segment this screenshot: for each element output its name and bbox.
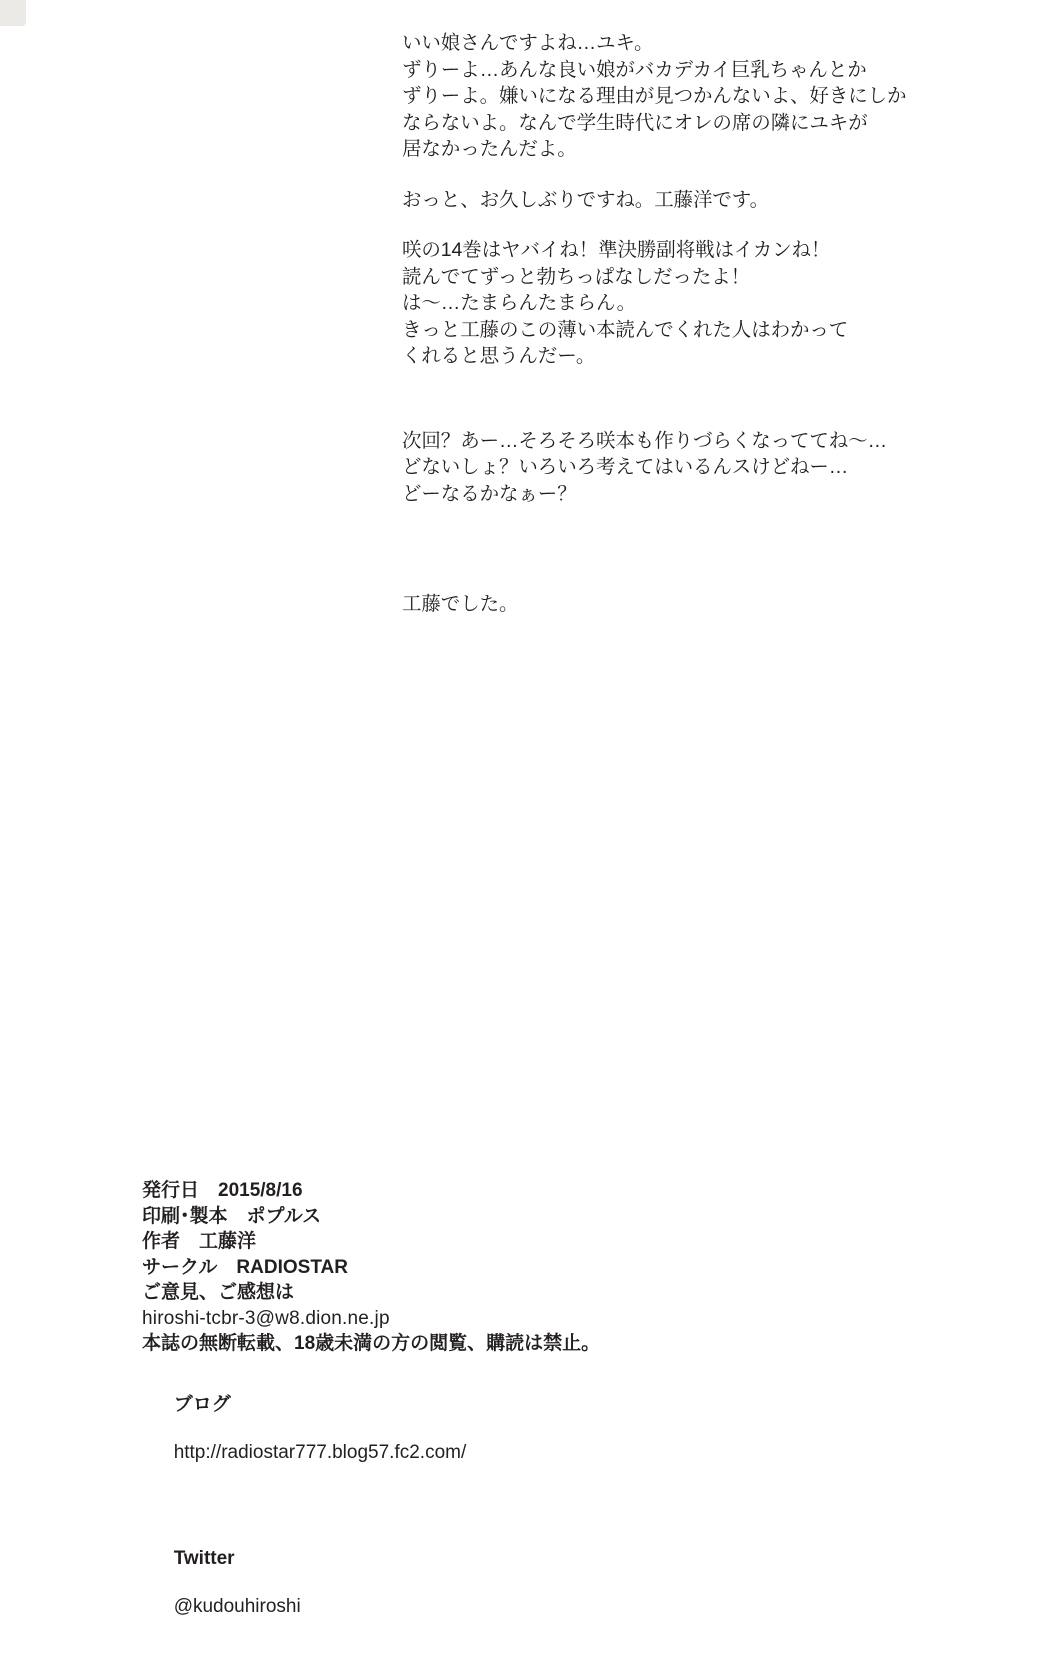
afterword-line: ずりーよ…あんな良い娘がバカデカイ巨乳ちゃんとか <box>402 58 867 81</box>
afterword-line: ずりーよ。嫌いになる理由が見つかんないよ、好きにしか <box>402 85 907 107</box>
blog-label: ブログ <box>173 1394 231 1415</box>
spacer <box>402 531 1002 591</box>
twitter-label: Twitter <box>173 1548 235 1569</box>
twitter-handle[interactable]: @kudouhiroshi <box>173 1596 301 1617</box>
colophon-author: 作者 工藤洋 <box>142 1231 257 1252</box>
colophon-printing: 印刷･製本 ポプルス <box>142 1205 322 1227</box>
colophon-email: hiroshi-tcbr-3@w8.dion.ne.jp <box>142 1307 390 1329</box>
afterword-line: どーなるかなぁー？ <box>402 482 577 505</box>
afterword-line: きっと工藤のこの薄い本読んでくれた人はわかって <box>402 318 849 341</box>
colophon-publish-date: 発行日 2015/8/16 <box>142 1180 303 1201</box>
afterword-paragraph-4 <box>402 428 1002 508</box>
afterword-line: どないしょ？いろいろ考えてはいるんスけどねー… <box>402 456 849 478</box>
colophon <box>142 1178 902 1357</box>
afterword-line: くれると思うんだー。 <box>402 345 596 367</box>
colophon-notice: 本誌の無断転載、18歳未満の方の閲覧、購読は禁止。 <box>142 1333 601 1354</box>
afterword-line: 工藤でした。 <box>402 593 519 615</box>
afterword-line: いい娘さんですよね…ユキ。 <box>402 32 654 54</box>
afterword-line: 読んでてずっと勃ちっぱなしだったよ！ <box>402 265 751 288</box>
colophon-circle: サークル RADIOSTAR <box>142 1256 348 1278</box>
afterword-signoff <box>402 591 1002 618</box>
afterword-paragraph-2 <box>402 187 1002 214</box>
afterword-paragraph-1 <box>402 30 1002 163</box>
afterword-line: 居なかったんだよ。 <box>402 138 577 160</box>
afterword-paragraph-3 <box>402 237 1002 370</box>
afterword-line: 咲の14巻はヤバイね！準決勝副将戦はイカンね！ <box>402 239 831 261</box>
afterword-line: は〜…たまらんたまらん。 <box>402 292 636 314</box>
blog-url[interactable]: http://radiostar777.blog57.fc2.com/ <box>173 1442 467 1463</box>
colophon-feedback-label: ご意見、ご感想は <box>142 1282 295 1303</box>
afterword-line: おっと、お久しぶりですね。工藤洋です。 <box>402 188 770 211</box>
twitter-row <box>142 1523 922 1643</box>
afterword-text <box>402 30 1002 618</box>
blog-row <box>142 1369 922 1489</box>
scan-artifact <box>0 0 26 26</box>
contact-links <box>142 1369 922 1677</box>
afterword-line: ならないよ。なんで学生時代にオレの席の隣にユキが <box>402 111 868 134</box>
spacer <box>402 394 1002 428</box>
afterword-line: 次回？あー…そろそろ咲本も作りづらくなっててね〜… <box>402 429 888 452</box>
